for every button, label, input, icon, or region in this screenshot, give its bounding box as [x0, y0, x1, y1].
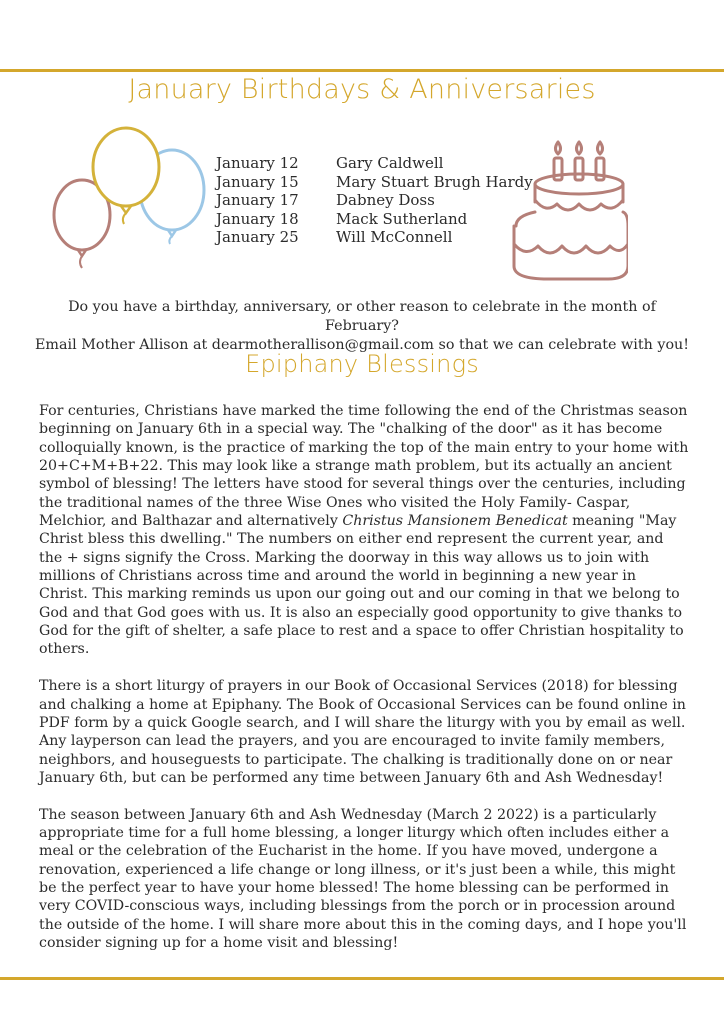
- page-title: January Birthdays & Anniversaries: [128, 74, 596, 105]
- latin-phrase: Christus Mansionem Benedicat: [342, 513, 568, 530]
- celebration-invite: [30, 298, 694, 355]
- paragraph: The season between January 6th and Ash Wednesday (March 2 2022) is a particularly appropriate time for a full home blessing, a longer liturgy which often includes either a meal or the celebration of the Eucharist in the home. If you have moved, undergone a renovation, experienced a life change or long illness, or it's just been a while, this might be the perfect year to have your home blessed! The home blessing can be performed in very COVID-conscious ways, including blessings from the porch or in procession around the outside of the home. I will share more about this in the coming days, and I hope you'll consider signing up for a home visit and blessing!: [39, 806, 687, 951]
- paragraph-text: meaning "May Christ bless this dwelling." The numbers on either end represent the current year, and the + signs signify the Cross. Marking the doorway in this way allows us to join with millions of Christians across time and around the world in beginning a new year in Christ. This marking reminds us upon our going out and our coming in that we belong to God and that God goes with us. It is also an especially good opportunity to give thanks to God for the gift of shelter, a safe place to rest and a space to offer Christian hospitality to others.: [39, 513, 684, 658]
- birthday-name: Mary Stuart Brugh Hardy: [336, 172, 533, 191]
- invite-line: Do you have a birthday, anniversary, or other reason to celebrate in the month of February?: [68, 299, 656, 334]
- paragraph-text: For centuries, Christians have marked the time following the end of the Christmas season beginning on January 6th in a special way. The "chalking of the door" as it has become colloquially known, is the practice of marking the top of the main entry to your home with 20+C+M+B+22. This may look like a strange math problem, but its actually an ancient symbol of blessing! The letters have stood for several things over the centuries, including the traditional names of the three Wise Ones who visited the Holy Family- Caspar, Melchior, and Balthazar and alternatively: [39, 403, 689, 530]
- invite-line: Email Mother Allison at dearmotherallison@gmail.com so that we can celebrate with you!: [35, 337, 689, 353]
- birthday-date: January 12: [216, 154, 299, 172]
- paragraph: [39, 402, 689, 659]
- birthday-cake-icon: [508, 134, 628, 284]
- birthday-name: Will McConnell: [336, 228, 453, 246]
- birthday-name: Mack Sutherland: [336, 209, 468, 228]
- birthday-date: January 15: [216, 172, 299, 191]
- section-title: Epiphany Blessings: [245, 350, 479, 378]
- birthday-date: January 25: [216, 228, 299, 246]
- birthday-date: January 17: [216, 191, 299, 209]
- birthday-name: Gary Caldwell: [336, 154, 444, 172]
- paragraph: There is a short liturgy of prayers in our Book of Occasional Services (2018) for blessing and chalking a home at Epiphany. The Book of Occasional Services can be found online in PDF form by a quick Google search, and I will share the liturgy with you by email as well. Any layperson can lead the prayers, and you are encouraged to invite family members, neighbors, and houseguests to participate. The chalking is traditionally done on or near January 6th, but can be performed any time between January 6th and Ash Wednesday!: [39, 678, 686, 786]
- balloons-icon: [48, 120, 218, 280]
- top-divider: [0, 69, 724, 72]
- birthday-date: January 18: [216, 209, 299, 228]
- birthday-name: Dabney Doss: [336, 191, 435, 209]
- article-body: [39, 402, 689, 971]
- bottom-divider: [0, 977, 724, 980]
